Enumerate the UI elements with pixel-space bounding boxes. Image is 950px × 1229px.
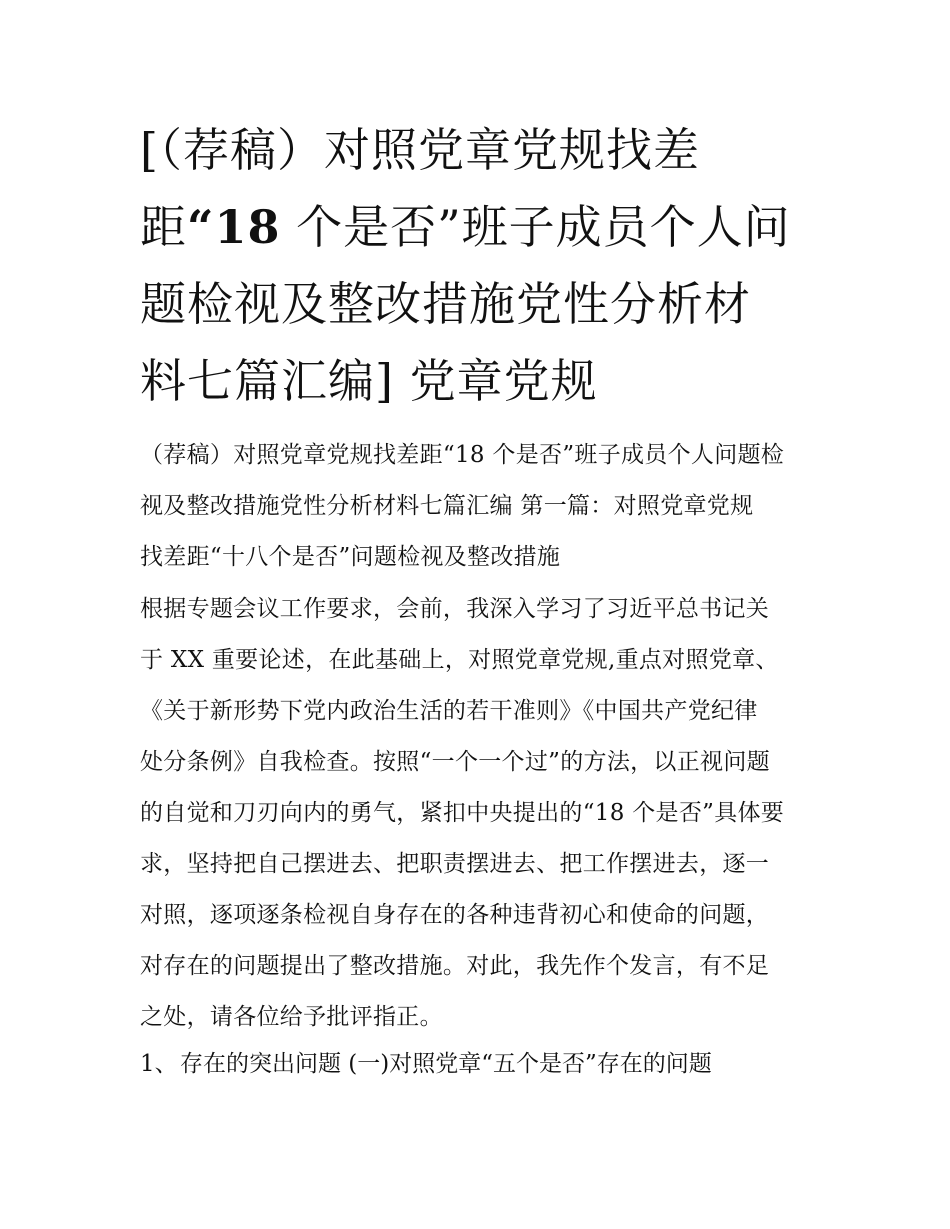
title-line: 距“18 个是否”班子成员个人问 [140,200,791,254]
section-number: 1、 [140,1051,178,1077]
document-title [140,112,820,420]
section-heading [140,1039,820,1090]
intro-line: （荐稿）对照党章党规找差距“18 个是否”班子成员个人问题检 [140,442,785,468]
intro-line: 找差距“十八个是否”问题检视及整改措施 [140,544,561,570]
title-line: 料七篇汇编] 党章党规 [140,354,598,408]
body-line: 对照，逐项逐条检视自身存在的各种违背初心和使命的问题， [140,902,770,928]
body-line: 求，坚持把自己摆进去、把职责摆进去、把工作摆进去，逐一 [140,851,770,877]
body-line: 处分条例》自我检查。按照“一个一个过”的方法，以正视问题 [140,749,770,775]
body-line: 的自觉和刀刃向内的勇气，紧扣中央提出的“18 个是否”具体要 [140,800,785,826]
title-line: 题检视及整改措施党性分析材 [140,277,751,331]
body-line: 《关于新形势下党内政治生活的若干准则》《中国共产党纪律 [140,698,758,724]
section-text: 存在的突出问题 (一)对照党章“五个是否”存在的问题 [180,1051,712,1077]
intro-line: 视及整改措施党性分析材料七篇汇编 第一篇：对照党章党规 [140,493,754,519]
body-line: 根据专题会议工作要求，会前，我深入学习了习近平总书记关 [140,596,770,622]
title-line: [（荐稿）对照党章党规找差 [140,123,700,177]
body-paragraph [140,584,820,1043]
body-line: 于 XX 重要论述，在此基础上，对照党章党规,重点对照党章、 [140,647,779,673]
intro-paragraph [140,430,820,583]
body-line: 之处，请各位给予批评指正。 [140,1004,443,1030]
body-line: 对存在的问题提出了整改措施。对此，我先作个发言，有不足 [140,953,770,979]
